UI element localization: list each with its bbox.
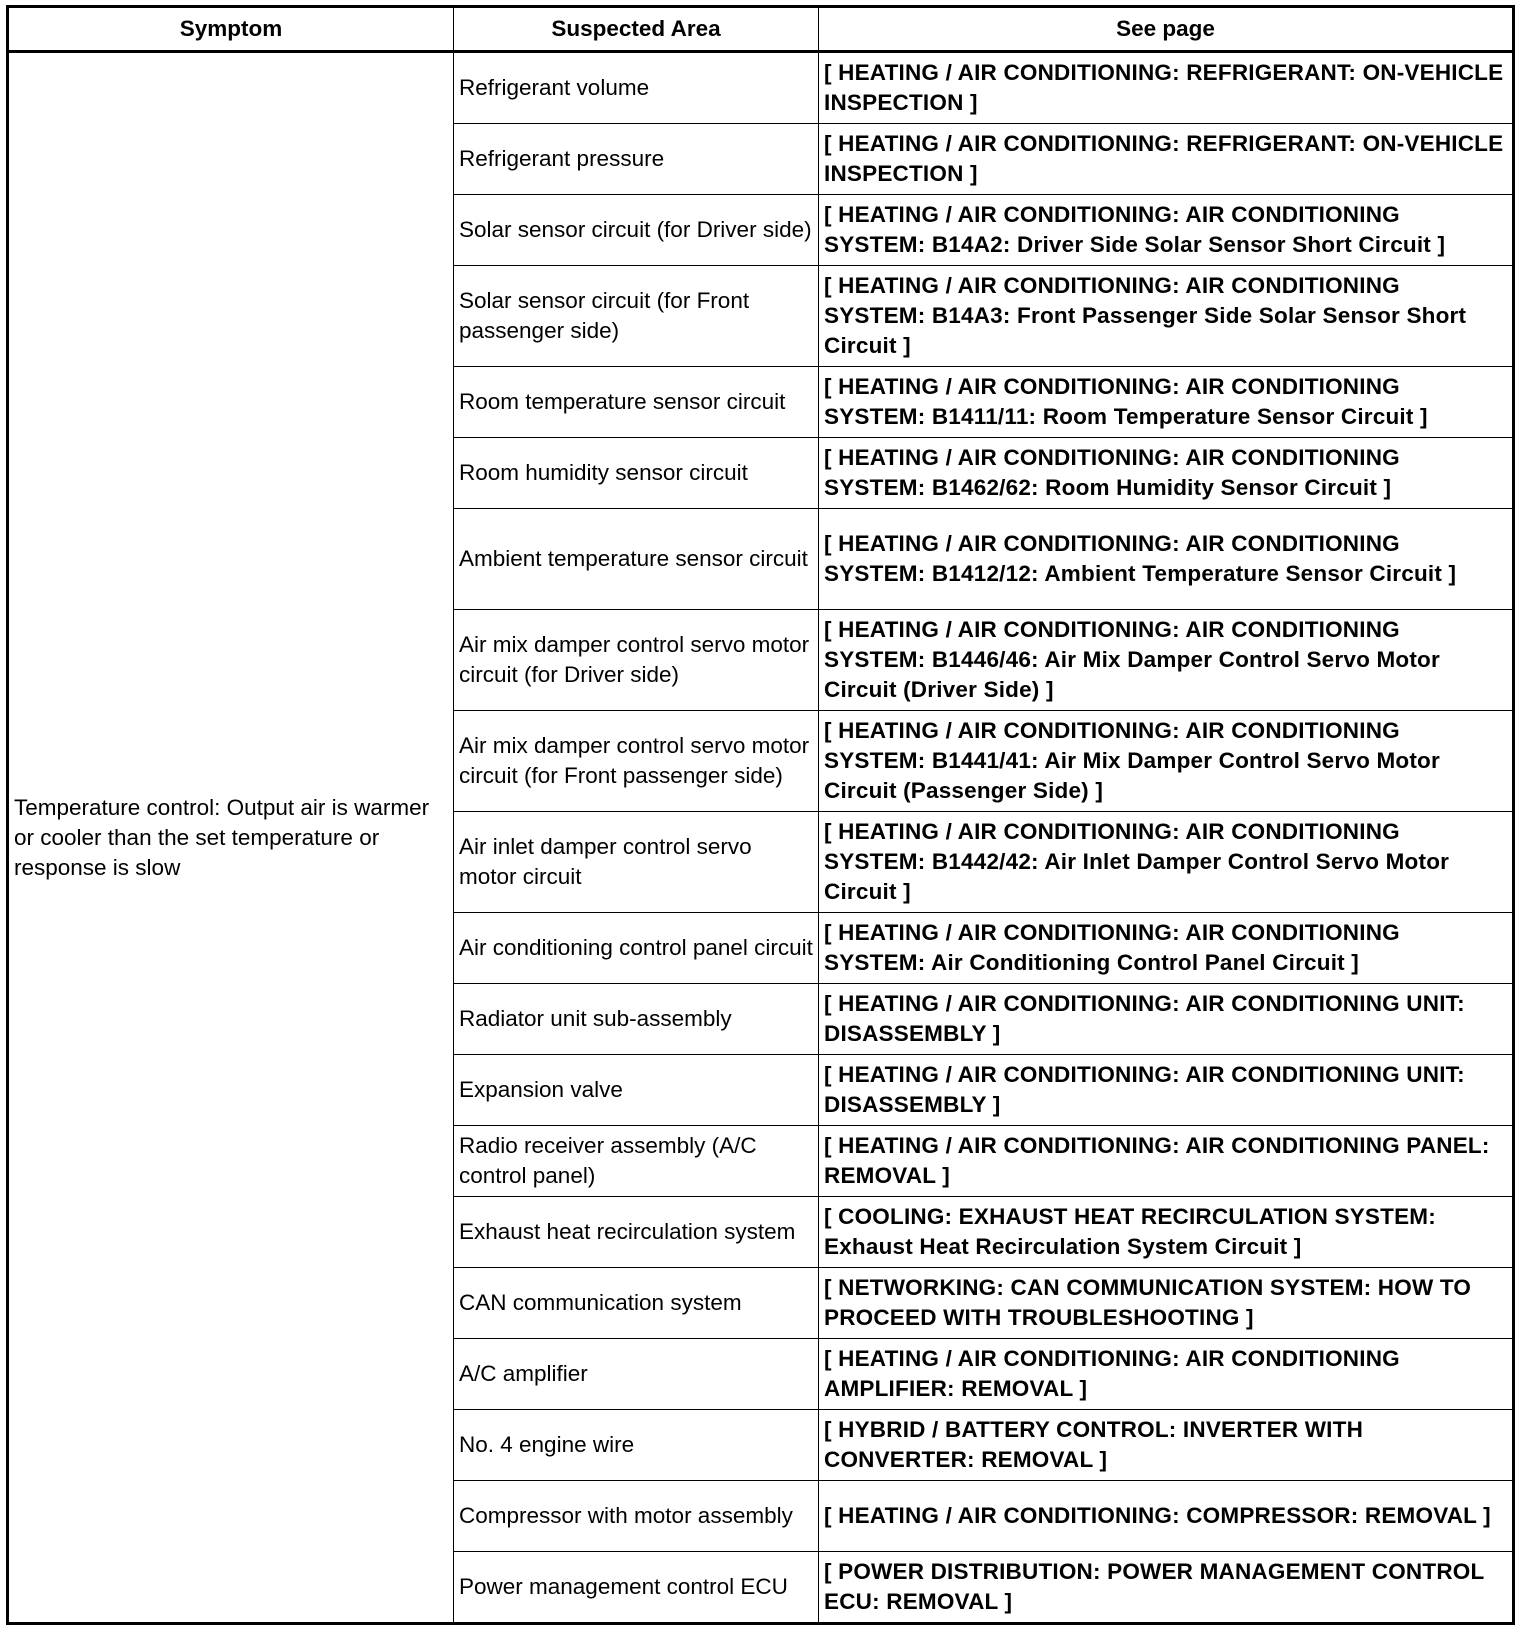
see-page-link[interactable]: [ NETWORKING: CAN COMMUNICATION SYSTEM: HOW TO PROCEED WITH TROUBLESHOOTING ] xyxy=(819,1268,1514,1339)
suspected-area-cell: Refrigerant volume xyxy=(454,52,819,124)
see-page-link[interactable]: [ HEATING / AIR CONDITIONING: REFRIGERANT: ON-VEHICLE INSPECTION ] xyxy=(819,124,1514,195)
see-page-link[interactable]: [ HEATING / AIR CONDITIONING: AIR CONDITIONING AMPLIFIER: REMOVAL ] xyxy=(819,1339,1514,1410)
suspected-area-cell: A/C amplifier xyxy=(454,1339,819,1410)
see-page-link[interactable]: [ HEATING / AIR CONDITIONING: AIR CONDITIONING SYSTEM: Air Conditioning Control Panel Circuit ] xyxy=(819,913,1514,984)
suspected-area-cell: Compressor with motor assembly xyxy=(454,1481,819,1552)
see-page-link[interactable]: [ HEATING / AIR CONDITIONING: AIR CONDITIONING UNIT: DISASSEMBLY ] xyxy=(819,1055,1514,1126)
table-body xyxy=(8,52,1514,1624)
see-page-link[interactable]: [ HEATING / AIR CONDITIONING: COMPRESSOR: REMOVAL ] xyxy=(819,1481,1514,1552)
table-row xyxy=(8,52,1514,124)
see-page-link[interactable]: [ POWER DISTRIBUTION: POWER MANAGEMENT CONTROL ECU: REMOVAL ] xyxy=(819,1552,1514,1624)
see-page-link[interactable]: [ HEATING / AIR CONDITIONING: AIR CONDITIONING SYSTEM: B1442/42: Air Inlet Damper Control Servo Motor Circuit ] xyxy=(819,812,1514,913)
suspected-area-cell: CAN communication system xyxy=(454,1268,819,1339)
see-page-link[interactable]: [ HEATING / AIR CONDITIONING: AIR CONDITIONING SYSTEM: B14A2: Driver Side Solar Sensor Short Circuit ] xyxy=(819,195,1514,266)
suspected-area-cell: Refrigerant pressure xyxy=(454,124,819,195)
suspected-area-cell: Power management control ECU xyxy=(454,1552,819,1624)
suspected-area-cell: Expansion valve xyxy=(454,1055,819,1126)
see-page-link[interactable]: [ HEATING / AIR CONDITIONING: AIR CONDITIONING SYSTEM: B1462/62: Room Humidity Sensor Circuit ] xyxy=(819,438,1514,509)
see-page-link[interactable]: [ HEATING / AIR CONDITIONING: AIR CONDITIONING SYSTEM: B14A3: Front Passenger Side Solar Sensor Short Circuit ] xyxy=(819,266,1514,367)
suspected-area-cell: Solar sensor circuit (for Driver side) xyxy=(454,195,819,266)
see-page-link[interactable]: [ HEATING / AIR CONDITIONING: AIR CONDITIONING SYSTEM: B1441/41: Air Mix Damper Control Servo Motor Circuit (Passenger Side) ] xyxy=(819,711,1514,812)
header-row xyxy=(8,7,1514,52)
header-suspected-area: Suspected Area xyxy=(454,7,819,52)
suspected-area-cell: Air mix damper control servo motor circuit (for Front passenger side) xyxy=(454,711,819,812)
header-see-page: See page xyxy=(819,7,1514,52)
suspected-area-cell: Solar sensor circuit (for Front passenger side) xyxy=(454,266,819,367)
suspected-area-cell: Radiator unit sub-assembly xyxy=(454,984,819,1055)
suspected-area-cell: No. 4 engine wire xyxy=(454,1410,819,1481)
symptom-cell: Temperature control: Output air is warmer or cooler than the set temperature or response is slow xyxy=(8,52,454,1624)
suspected-area-cell: Air conditioning control panel circuit xyxy=(454,913,819,984)
see-page-link[interactable]: [ HEATING / AIR CONDITIONING: AIR CONDITIONING SYSTEM: B1446/46: Air Mix Damper Control Servo Motor Circuit (Driver Side) ] xyxy=(819,610,1514,711)
suspected-area-cell: Exhaust heat recirculation system xyxy=(454,1197,819,1268)
see-page-link[interactable]: [ HEATING / AIR CONDITIONING: AIR CONDITIONING PANEL: REMOVAL ] xyxy=(819,1126,1514,1197)
see-page-link[interactable]: [ HEATING / AIR CONDITIONING: AIR CONDITIONING SYSTEM: B1412/12: Ambient Temperature Sensor Circuit ] xyxy=(819,509,1514,610)
suspected-area-cell: Room temperature sensor circuit xyxy=(454,367,819,438)
see-page-link[interactable]: [ COOLING: EXHAUST HEAT RECIRCULATION SYSTEM: Exhaust Heat Recirculation System Circuit ] xyxy=(819,1197,1514,1268)
suspected-area-cell: Radio receiver assembly (A/C control panel) xyxy=(454,1126,819,1197)
header-symptom: Symptom xyxy=(8,7,454,52)
see-page-link[interactable]: [ HEATING / AIR CONDITIONING: AIR CONDITIONING SYSTEM: B1411/11: Room Temperature Sensor Circuit ] xyxy=(819,367,1514,438)
see-page-link[interactable]: [ HYBRID / BATTERY CONTROL: INVERTER WITH CONVERTER: REMOVAL ] xyxy=(819,1410,1514,1481)
suspected-area-cell: Room humidity sensor circuit xyxy=(454,438,819,509)
suspected-area-cell: Air mix damper control servo motor circuit (for Driver side) xyxy=(454,610,819,711)
see-page-link[interactable]: [ HEATING / AIR CONDITIONING: REFRIGERANT: ON-VEHICLE INSPECTION ] xyxy=(819,52,1514,124)
suspected-area-cell: Ambient temperature sensor circuit xyxy=(454,509,819,610)
suspected-area-cell: Air inlet damper control servo motor circuit xyxy=(454,812,819,913)
see-page-link[interactable]: [ HEATING / AIR CONDITIONING: AIR CONDITIONING UNIT: DISASSEMBLY ] xyxy=(819,984,1514,1055)
troubleshooting-table xyxy=(6,5,1515,1625)
